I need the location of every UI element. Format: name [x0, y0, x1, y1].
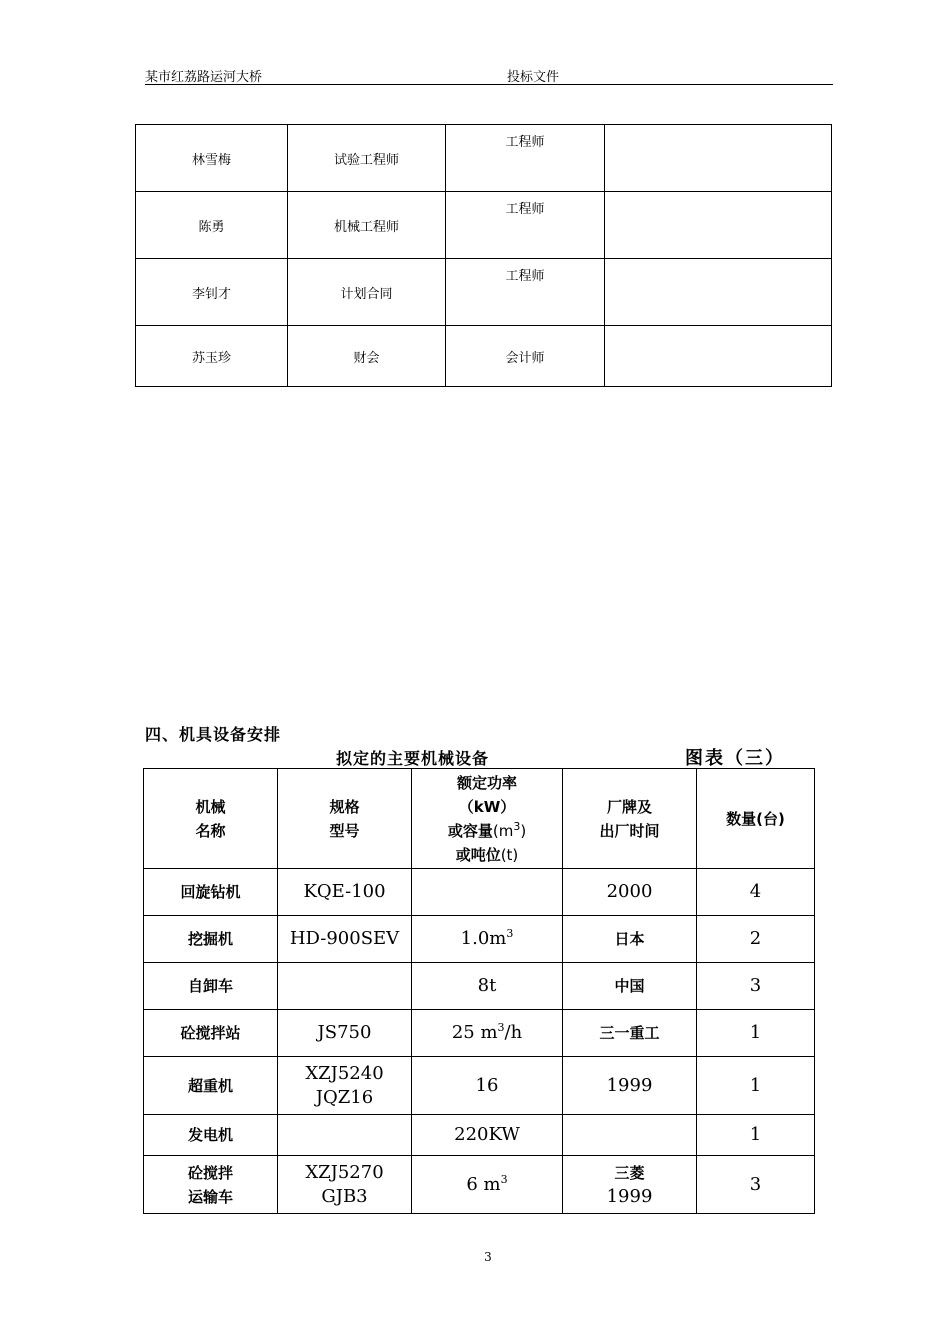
table-row [144, 1010, 815, 1057]
machine-name: 自卸车 [144, 963, 278, 1010]
staff-title: 工程师 [446, 259, 605, 326]
machine-model [278, 963, 412, 1010]
header-power: 额定功率 （kW） 或容量$(m^3)$ 或吨位(t) [412, 769, 563, 869]
staff-note [605, 192, 832, 259]
header-rule [145, 84, 833, 85]
equipment-table [143, 768, 815, 1214]
staff-table [135, 124, 832, 387]
table-row [144, 1156, 815, 1214]
header-model: 规格 型号 [278, 769, 412, 869]
machine-power [412, 869, 563, 916]
machine-model: JS750 [278, 1010, 412, 1057]
machine-maker: 中国 [563, 963, 697, 1010]
machine-quantity: 1 [697, 1010, 815, 1057]
staff-name: 李钊才 [136, 259, 288, 326]
machine-maker: 日本 [563, 916, 697, 963]
machine-quantity: 3 [697, 963, 815, 1010]
staff-title: 会计师 [446, 326, 605, 387]
machine-quantity: 1 [697, 1057, 815, 1115]
section-heading: 四、机具设备安排 [145, 725, 282, 744]
staff-name: 苏玉珍 [136, 326, 288, 387]
table-row [136, 125, 832, 192]
header-machine-name: 机械 名称 [144, 769, 278, 869]
table-row [144, 963, 815, 1010]
machine-quantity: 2 [697, 916, 815, 963]
table-row [136, 192, 832, 259]
machine-maker: 1999 [563, 1057, 697, 1115]
machine-power: 220KW [412, 1115, 563, 1156]
table-label: 图表（三） [685, 748, 785, 769]
staff-name: 陈勇 [136, 192, 288, 259]
machine-power: 8t [412, 963, 563, 1010]
machine-maker: 三一重工 [563, 1010, 697, 1057]
page-number: 3 [484, 1250, 492, 1264]
staff-role: 机械工程师 [288, 192, 446, 259]
table-row [144, 916, 815, 963]
header-document-type: 投标文件 [507, 70, 560, 85]
machine-model: KQE-100 [278, 869, 412, 916]
staff-role: 财会 [288, 326, 446, 387]
machine-power: 25 $m^3/h$ [412, 1010, 563, 1057]
machine-maker: 2000 [563, 869, 697, 916]
staff-note [605, 326, 832, 387]
machine-quantity: 3 [697, 1156, 815, 1214]
machine-power: 16 [412, 1057, 563, 1115]
machine-name: 砼搅拌 运输车 [144, 1156, 278, 1214]
machine-name: 砼搅拌站 [144, 1010, 278, 1057]
machine-maker: 三菱 1999 [563, 1156, 697, 1214]
table-row [144, 1115, 815, 1156]
staff-role: 计划合同 [288, 259, 446, 326]
table-row [144, 1057, 815, 1115]
machine-name: 回旋钻机 [144, 869, 278, 916]
machine-name: 超重机 [144, 1057, 278, 1115]
staff-title: 工程师 [446, 192, 605, 259]
machine-name: 挖掘机 [144, 916, 278, 963]
machine-power: 6 $m^3$ [412, 1156, 563, 1214]
staff-note [605, 125, 832, 192]
staff-name: 林雪梅 [136, 125, 288, 192]
staff-note [605, 259, 832, 326]
machine-model: HD-900SEV [278, 916, 412, 963]
table-title: 拟定的主要机械设备 [336, 749, 490, 768]
staff-title: 工程师 [446, 125, 605, 192]
machine-model [278, 1115, 412, 1156]
header-project-name: 某市红荔路运河大桥 [145, 70, 263, 85]
staff-role: 试验工程师 [288, 125, 446, 192]
machine-power: $1.0m^3$ [412, 916, 563, 963]
machine-quantity: 4 [697, 869, 815, 916]
table-row [136, 326, 832, 387]
machine-quantity: 1 [697, 1115, 815, 1156]
table-header-row [144, 769, 815, 869]
header-quantity: 数量(台) [697, 769, 815, 869]
machine-model: XZJ5270 GJB3 [278, 1156, 412, 1214]
table-row [136, 259, 832, 326]
machine-name: 发电机 [144, 1115, 278, 1156]
machine-model: XZJ5240 JQZ16 [278, 1057, 412, 1115]
table-row [144, 869, 815, 916]
header-maker: 厂牌及 出厂时间 [563, 769, 697, 869]
machine-maker [563, 1115, 697, 1156]
